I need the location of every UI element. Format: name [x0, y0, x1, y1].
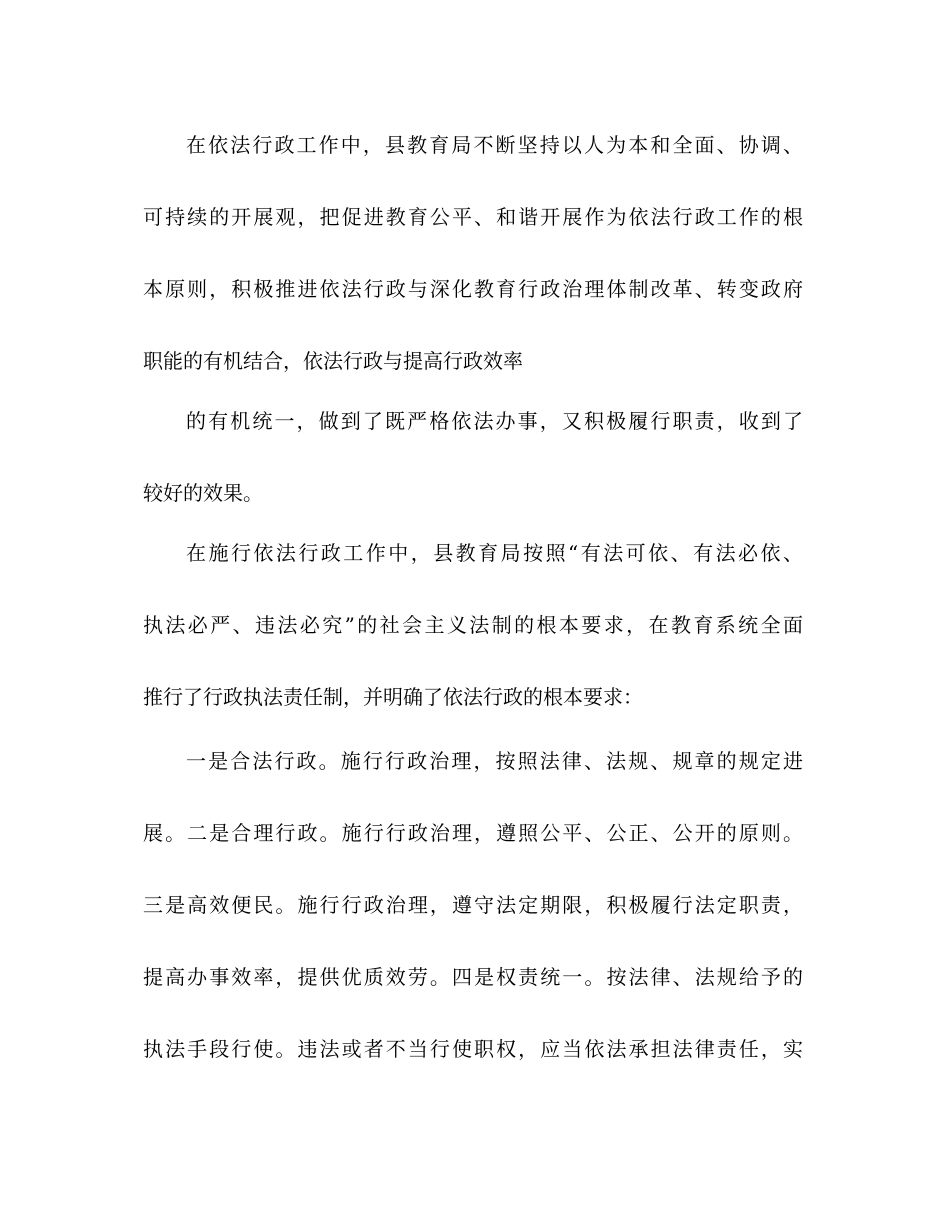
- text-line-6: 较好的效果。: [143, 481, 263, 505]
- text-line-3: 本原则，积极推进依法行政与深化教育行政治理体制改革、转变政府: [143, 277, 803, 301]
- text-line-8: 执法必严、违法必究”的社会主义法制的根本要求，在教育系统全面: [143, 613, 803, 637]
- text-line-5: 的有机统一，做到了既严格依法办事，又积极履行职责，收到了: [186, 409, 803, 433]
- text-line-2: 可持续的开展观，把促进教育公平、和谐开展作为依法行政工作的根: [143, 205, 803, 229]
- text-line-1: 在依法行政工作中，县教育局不断坚持以人为本和全面、协调、: [186, 133, 803, 157]
- text-line-13: 提高办事效率，提供优质效劳。四是权责统一。按法律、法规给予的: [143, 965, 803, 989]
- text-line-10: 一是合法行政。施行行政治理，按照法律、法规、规章的规定进: [186, 749, 803, 773]
- text-line-9: 推行了行政执法责任制，并明确了依法行政的根本要求：: [143, 685, 643, 709]
- text-line-14: 执法手段行使。违法或者不当行使职权，应当依法承担法律责任，实: [143, 1037, 803, 1061]
- text-line-4: 职能的有机结合，依法行政与提高行政效率: [143, 349, 523, 373]
- text-line-7: 在施行依法行政工作中，县教育局按照“有法可依、有法必依、: [186, 541, 803, 565]
- text-line-12: 三是高效便民。施行行政治理，遵守法定期限，积极履行法定职责，: [143, 893, 803, 917]
- text-line-11: 展。二是合理行政。施行行政治理，遵照公平、公正、公开的原则。: [143, 821, 803, 845]
